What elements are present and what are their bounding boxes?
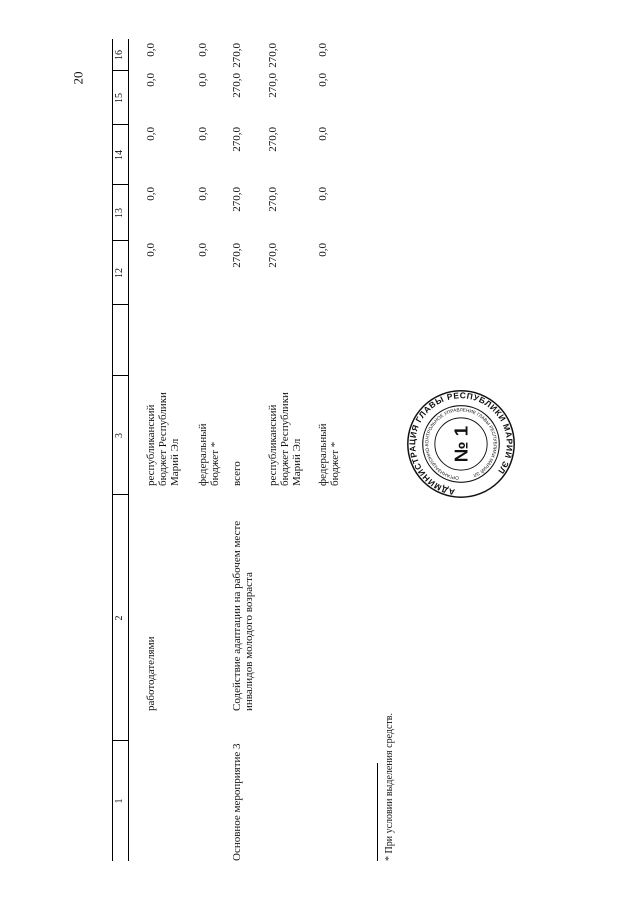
row-2-col-12: 270,0 — [231, 243, 243, 268]
row-3-col-16: 270,0 — [267, 43, 279, 68]
row-2-col-16: 270,0 — [231, 43, 243, 68]
row-3-col-12: 270,0 — [267, 243, 279, 268]
header-col-14: 14 — [114, 150, 125, 160]
row-0-col-13: 0,0 — [145, 187, 157, 201]
header-col-1: 1 — [114, 798, 125, 804]
row-1-col-12: 0,0 — [197, 243, 209, 257]
header-col-15: 15 — [114, 93, 125, 103]
row-0-col-3: республиканский бюджет Республики Марий Эл — [145, 392, 181, 486]
row-4-col-3: федеральный бюджет * — [317, 423, 341, 486]
row-0-col-2: работодателями — [145, 636, 157, 711]
row-2-col-3: всего — [231, 461, 243, 486]
row-2-col-15: 270,0 — [231, 73, 243, 98]
row-1-col-13: 0,0 — [197, 187, 209, 201]
header-col-3: 3 — [114, 433, 125, 438]
header-col-16: 16 — [114, 50, 125, 60]
row-3-col-3: республиканский бюджет Республики Марий Эл — [267, 392, 303, 486]
row-0-col-14: 0,0 — [145, 127, 157, 141]
footnote-rule — [377, 763, 378, 861]
header-col-2: 2 — [114, 615, 125, 621]
row-1-col-15: 0,0 — [197, 73, 209, 87]
row-2-col-1: Основное мероприятие 3 — [231, 743, 243, 861]
row-2-col-2: Содействие адаптации на рабочем месте инвалидов молодого возраста — [231, 520, 255, 711]
stamp-number: № 1 — [450, 425, 472, 463]
row-2-col-14: 270,0 — [231, 127, 243, 152]
page-number: 20 — [70, 71, 86, 85]
table-header-bottom-rule — [128, 39, 129, 861]
row-2-col-13: 270,0 — [231, 187, 243, 212]
row-1-col-3: федеральный бюджет * — [197, 423, 221, 486]
row-4-col-15: 0,0 — [317, 73, 329, 87]
row-4-col-16: 0,0 — [317, 43, 329, 57]
header-col-13: 13 — [114, 208, 125, 218]
row-4-col-12: 0,0 — [317, 243, 329, 257]
row-1-col-14: 0,0 — [197, 127, 209, 141]
row-4-col-14: 0,0 — [317, 127, 329, 141]
header-col-12: 12 — [114, 268, 125, 278]
row-3-col-15: 270,0 — [267, 73, 279, 98]
row-0-col-16: 0,0 — [145, 43, 157, 57]
stamp-outer-text: АДМИНИСТРАЦИЯ ГЛАВЫ РЕСПУБЛИКИ МАРИЙ ЭЛ — [407, 390, 515, 498]
row-3-col-13: 270,0 — [267, 187, 279, 212]
row-0-col-15: 0,0 — [145, 73, 157, 87]
footnote: * При условии выделения средств. — [384, 713, 395, 861]
row-4-col-13: 0,0 — [317, 187, 329, 201]
official-stamp — [405, 388, 517, 500]
stamp-inner-text: ОРГАНИЗАЦИОННО-КОНТРОЛЬНОЕ УПРАВЛЕНИЕ ГЛАВЫ РЕСПУБЛИКИ МАРИЙ ЭЛ — [424, 407, 498, 481]
row-1-col-16: 0,0 — [197, 43, 209, 57]
row-0-col-12: 0,0 — [145, 243, 157, 257]
row-3-col-14: 270,0 — [267, 127, 279, 152]
